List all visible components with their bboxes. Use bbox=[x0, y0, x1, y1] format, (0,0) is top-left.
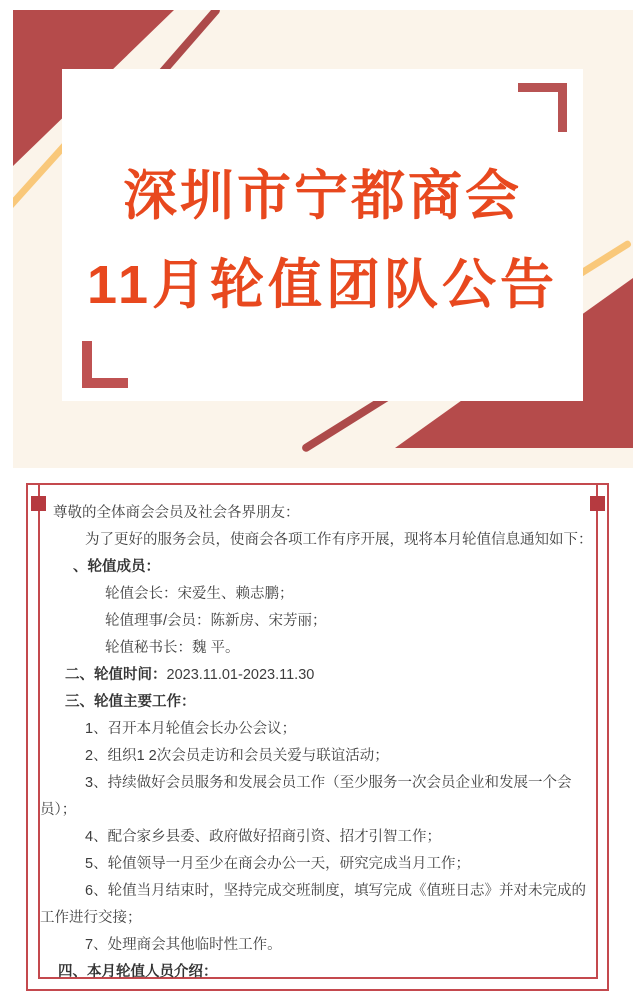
paragraph-text: 3、持续做好会员服务和发展会员工作（至少服务一次会员企业和发展一个会员）； bbox=[40, 775, 572, 818]
section-duty-time bbox=[40, 662, 596, 689]
paragraph-text: 轮值理事/会员：陈新房、宋芳丽； bbox=[105, 613, 327, 629]
title-line-1: 深圳市宁都商会 bbox=[123, 166, 522, 226]
task-6 bbox=[40, 878, 596, 932]
section-tasks-heading bbox=[40, 689, 596, 716]
duty-presidents bbox=[40, 581, 596, 608]
paragraph-text: 1、召开本月轮值会长办公会议； bbox=[85, 721, 297, 737]
document-body bbox=[40, 500, 596, 986]
task-4 bbox=[40, 824, 596, 851]
section-members-heading bbox=[40, 554, 596, 581]
paragraph-text: 7、处理商会其他临时性工作。 bbox=[85, 937, 282, 953]
task-1 bbox=[40, 716, 596, 743]
paragraph-text: 4、配合家乡县委、政府做好招商引资、招才引智工作； bbox=[85, 829, 442, 845]
paragraph-text: 为了更好的服务会员，使商会各项工作有序开展，现将本月轮值信息通知如下： bbox=[85, 532, 593, 548]
paragraph-text: 2023.11.01-2023.11.30 bbox=[166, 667, 315, 683]
corner-bracket-bottom-left bbox=[82, 341, 128, 388]
paragraph-label: 三、轮值主要工作： bbox=[65, 694, 196, 710]
task-3 bbox=[40, 770, 596, 824]
paragraph-label: 、轮值成员： bbox=[73, 559, 160, 575]
duty-secretary bbox=[40, 635, 596, 662]
task-7 bbox=[40, 932, 596, 959]
section-people-intro-heading bbox=[40, 959, 596, 986]
paragraph-text: 轮值会长：宋爱生、赖志鹏； bbox=[105, 586, 294, 602]
task-2 bbox=[40, 743, 596, 770]
paragraph-label: 二、轮值时间： bbox=[65, 667, 167, 683]
paragraph-text: 轮值秘书长：魏 平。 bbox=[105, 640, 240, 656]
title-line-2: 11月轮值团队公告 bbox=[86, 255, 559, 315]
paragraph-text: 2、组织1 2次会员走访和会员关爱与联谊活动； bbox=[85, 748, 389, 764]
banner bbox=[13, 10, 633, 468]
paragraph-label: 四、本月轮值人员介绍： bbox=[58, 964, 218, 980]
title-card bbox=[62, 69, 583, 401]
duty-directors bbox=[40, 608, 596, 635]
corner-bracket-top-right bbox=[518, 83, 567, 132]
paragraph-text: 6、轮值当月结束时，坚持完成交班制度，填写完成《值班日志》并对未完成的工作进行交接； bbox=[40, 883, 587, 926]
paragraph-text: 尊敬的全体商会会员及社会各界朋友： bbox=[53, 505, 300, 521]
intro bbox=[40, 527, 596, 554]
task-5 bbox=[40, 851, 596, 878]
salutation bbox=[40, 500, 596, 527]
paragraph-text: 5、轮值领导一月至少在商会办公一天，研究完成当月工作； bbox=[85, 856, 471, 872]
